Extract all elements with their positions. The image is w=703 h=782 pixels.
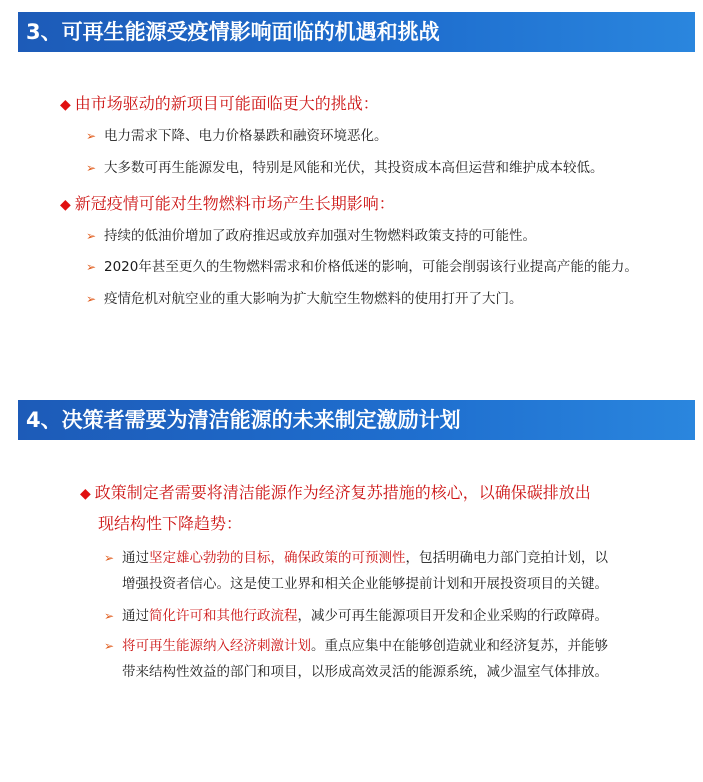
section4-item-3 bbox=[104, 633, 608, 685]
arrow-bullet-icon: ➢ bbox=[104, 551, 115, 565]
bullet-heading: 新冠疫情可能对生物燃料市场产生长期影响： bbox=[74, 194, 395, 213]
arrow-bullet-icon: ➢ bbox=[86, 292, 97, 306]
item-text: 持续的低油价增加了政府推迟或放弃加强对生物燃料政策支持的可能性。 bbox=[104, 228, 536, 244]
section4-title: 4、决策者需要为清洁能源的未来制定激励计划 bbox=[26, 408, 461, 432]
arrow-bullet-icon: ➢ bbox=[86, 260, 97, 274]
item-text: 大多数可再生能源发电，特别是风能和光伏，其投资成本高但运营和维护成本较低。 bbox=[104, 160, 604, 176]
section4-item-2 bbox=[104, 603, 608, 629]
section3-item-2-2 bbox=[86, 256, 638, 278]
item-prefix: 通过 bbox=[122, 550, 149, 566]
item-highlight: 坚定雄心勃勃的目标，确保政策的可预测性 bbox=[149, 550, 406, 566]
bullet-heading-line1: 政策制定者需要将清洁能源作为经济复苏措施的核心，以确保碳排放出 bbox=[94, 483, 591, 502]
arrow-bullet-icon: ➢ bbox=[86, 129, 97, 143]
section3-title-bar bbox=[18, 12, 695, 52]
arrow-bullet-icon: ➢ bbox=[86, 161, 97, 175]
diamond-bullet-icon: ◆ bbox=[60, 197, 71, 213]
section3-item-2-1 bbox=[86, 225, 536, 247]
section3-item-2-3 bbox=[86, 288, 523, 310]
item-highlight: 将可再生能源纳入经济刺激计划 bbox=[122, 638, 311, 654]
item-text: 疫情危机对航空业的重大影响为扩大航空生物燃料的使用打开了大门。 bbox=[104, 291, 523, 307]
section3-title: 3、可再生能源受疫情影响面临的机遇和挑战 bbox=[26, 20, 440, 44]
item-line2: 增强投资者信心。这是使工业界和相关企业能够提前计划和开展投资项目的关键。 bbox=[122, 576, 608, 592]
section3-bullet-1 bbox=[60, 90, 379, 119]
arrow-bullet-icon: ➢ bbox=[104, 609, 115, 623]
arrow-bullet-icon: ➢ bbox=[104, 639, 115, 653]
section3-bullet-2 bbox=[60, 190, 395, 219]
item-rest: ，包括明确电力部门竞拍计划，以 bbox=[405, 550, 608, 566]
diamond-bullet-icon: ◆ bbox=[60, 97, 71, 113]
item-line2: 带来结构性效益的部门和项目，以形成高效灵活的能源系统，减少温室气体排放。 bbox=[122, 664, 608, 680]
item-highlight: 简化许可和其他行政流程 bbox=[149, 608, 298, 624]
arrow-bullet-icon: ➢ bbox=[86, 229, 97, 243]
bullet-heading: 由市场驱动的新项目可能面临更大的挑战： bbox=[74, 94, 379, 113]
item-text: 电力需求下降、电力价格暴跌和融资环境恶化。 bbox=[104, 128, 388, 144]
item-prefix: 通过 bbox=[122, 608, 149, 624]
section3-item-1-1 bbox=[86, 125, 388, 147]
diamond-bullet-icon: ◆ bbox=[80, 486, 91, 502]
section4-item-1 bbox=[104, 545, 608, 597]
section4-title-bar bbox=[18, 400, 695, 440]
bullet-heading-line2: 现结构性下降趋势： bbox=[98, 514, 243, 533]
item-rest: ，减少可再生能源项目开发和企业采购的行政障碍。 bbox=[297, 608, 608, 624]
section3-item-1-2 bbox=[86, 157, 604, 179]
item-text: 2020年甚至更久的生物燃料需求和价格低迷的影响，可能会削弱该行业提高产能的能力。 bbox=[104, 259, 638, 275]
item-rest: 。重点应集中在能够创造就业和经济复苏，并能够 bbox=[311, 638, 608, 654]
section4-bullet bbox=[80, 478, 591, 539]
